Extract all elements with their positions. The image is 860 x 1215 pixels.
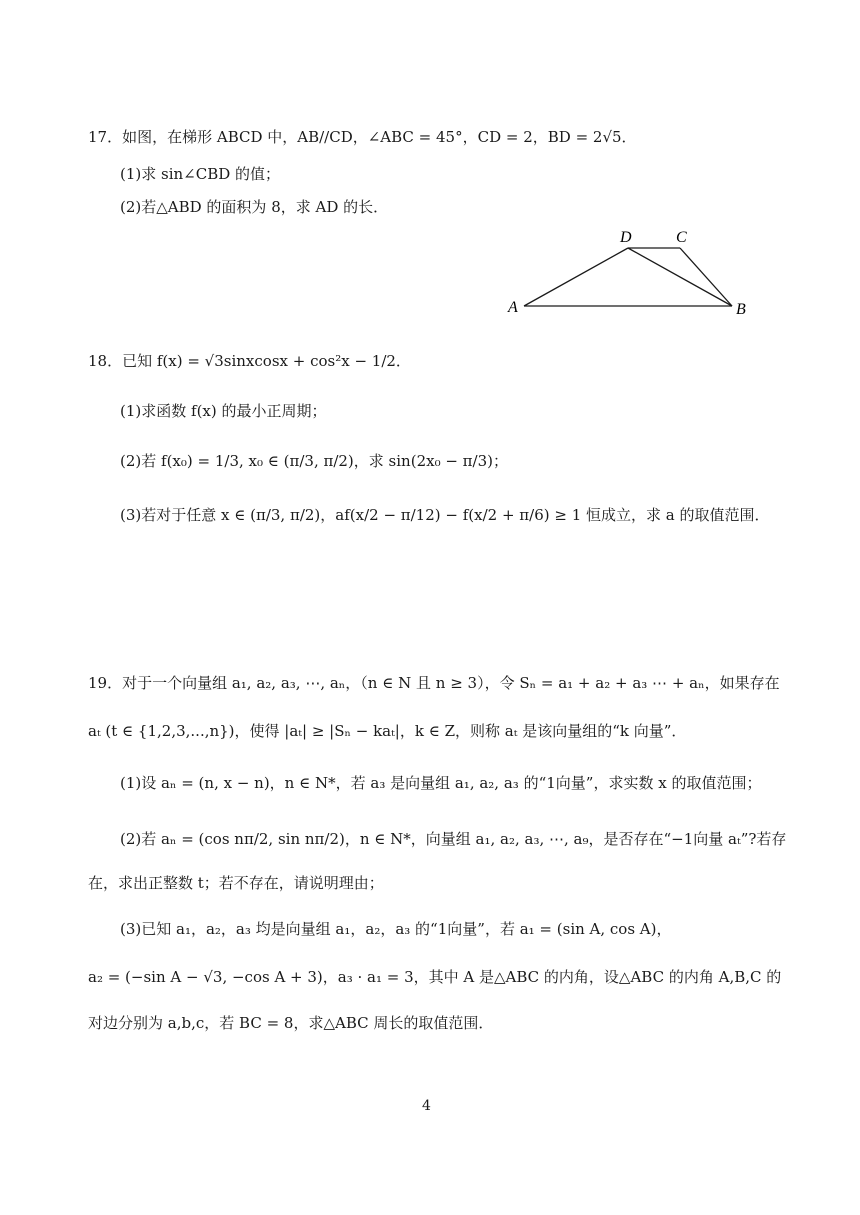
label-d: D: [620, 229, 632, 246]
q17-stem: 17．如图，在梯形 ABCD 中，AB//CD，∠ABC = 45°，CD = 2，BD = 2√5．: [88, 128, 637, 146]
label-c: C: [676, 229, 687, 246]
page-number: 4: [422, 1098, 431, 1114]
q19-part3-c: 对边分别为 a,b,c，若 BC = 8，求△ABC 周长的取值范围．: [88, 1014, 494, 1032]
q19-part2-b: 在，求出正整数 t；若不存在，请说明理由；: [88, 874, 384, 892]
q17-trapezoid-figure: [500, 228, 760, 320]
q19-part3-a: (3)已知 a₁，a₂，a₃ 均是向量组 a₁，a₂，a₃ 的“1向量”，若 a₁ = (sin A, cos A)，: [120, 920, 672, 938]
label-a: A: [508, 299, 518, 316]
q17-part1: (1)求 sin∠CBD 的值；: [120, 165, 281, 183]
q17-part2: (2)若△ABD 的面积为 8，求 AD 的长．: [120, 198, 389, 216]
q18-part2: (2)若 f(x₀) = 1/3, x₀ ∈ (π/3, π/2)，求 sin(2x₀ − π/3)；: [120, 452, 508, 470]
q18-stem: 18．已知 f(x) = √3sinxcosx + cos²x − 1/2．: [88, 352, 411, 370]
q19-stem-b: aₜ (t ∈ {1,2,3,...,n})，使得 |aₜ| ≥ |Sₙ − kaₜ|，k ∈ Z，则称 aₜ 是该向量组的“k 向量”．: [88, 722, 687, 740]
q19-stem-a: 19．对于一个向量组 a₁, a₂, a₃, ⋯, aₙ，（n ∈ N 且 n ≥ 3），令 Sₙ = a₁ + a₂ + a₃ ⋯ + aₙ，如果存在: [88, 674, 780, 692]
q18-part3: (3)若对于任意 x ∈ (π/3, π/2)，af(x/2 − π/12) − f(x/2 + π/6) ≥ 1 恒成立，求 a 的取值范围．: [120, 506, 770, 524]
q19-part2-a: (2)若 aₙ = (cos nπ/2, sin nπ/2)，n ∈ N*，向量组 a₁, a₂, a₃, ⋯, a₉，是否存在“−1向量 aₜ”?若存: [120, 830, 787, 848]
q18-part1: (1)求函数 f(x) 的最小正周期；: [120, 402, 327, 420]
label-b: B: [736, 301, 746, 318]
q19-part3-b: a₂ = (−sin A − √3, −cos A + 3)，a₃ · a₁ = 3，其中 A 是△ABC 的内角，设△ABC 的内角 A,B,C 的: [88, 968, 782, 986]
q19-part1: (1)设 aₙ = (n, x − n)，n ∈ N*，若 a₃ 是向量组 a₁, a₂, a₃ 的“1向量”，求实数 x 的取值范围；: [120, 774, 762, 792]
